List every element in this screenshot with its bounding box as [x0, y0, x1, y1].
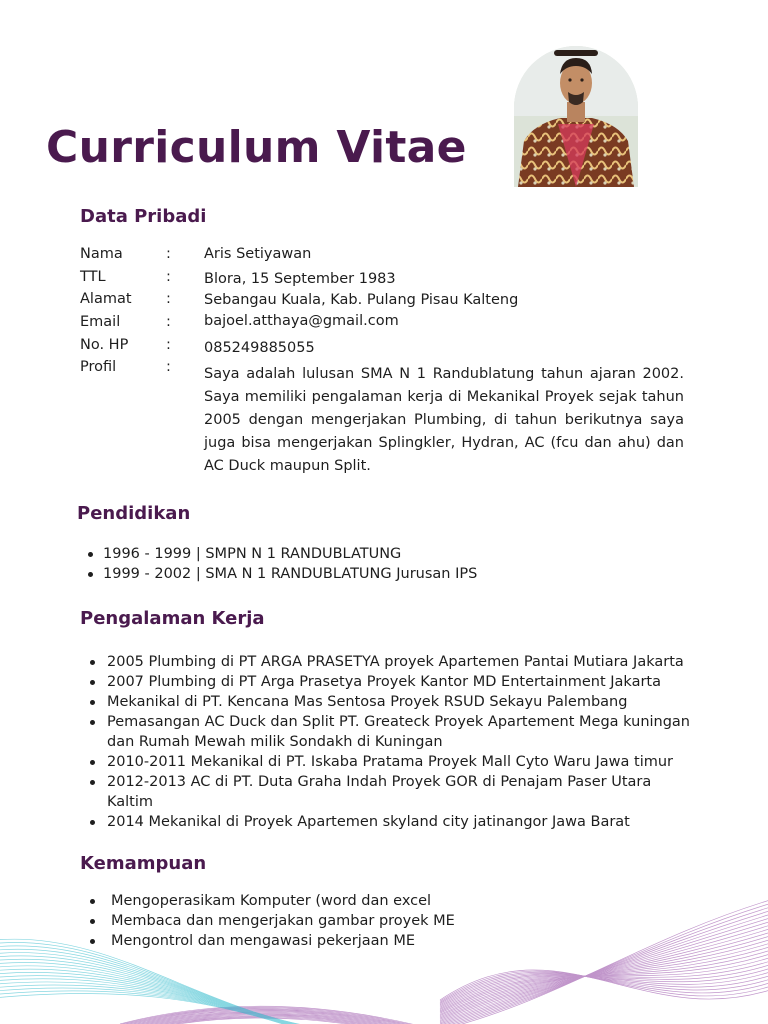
list-item: 2007 Plumbing di PT Arga Prasetya Proyek Kantor MD Entertainment Jakarta [88, 672, 690, 692]
separator: : [166, 314, 171, 330]
list-item: 2014 Mekanikal di Proyek Apartemen skyland city jatinangor Jawa Barat [88, 812, 690, 832]
list-item: Membaca dan mengerjakan gambar proyek ME [88, 911, 455, 931]
section-heading-personal: Data Pribadi [80, 206, 207, 227]
wave-line [440, 907, 768, 1024]
separator: : [166, 337, 171, 353]
skills-list [88, 891, 455, 951]
separator: : [166, 291, 171, 307]
label-address: Alamat [80, 291, 132, 307]
profile-photo [514, 46, 638, 187]
list-item: Mengoperasikam Komputer (word dan excel [88, 891, 455, 911]
separator: : [166, 246, 171, 262]
list-item: 1999 - 2002 | SMA N 1 RANDUBLATUNG Jurusan IPS [86, 564, 477, 584]
wave-line [440, 900, 768, 1024]
value-birth: Blora, 15 September 1983 [204, 271, 396, 287]
list-item: Mekanikal di PT. Kencana Mas Sentosa Proyek RSUD Sekayu Palembang [88, 692, 690, 712]
separator: : [166, 269, 171, 285]
separator: : [166, 359, 171, 375]
list-item: Mengontrol dan mengawasi pekerjaan ME [88, 931, 455, 951]
wave-line [0, 939, 320, 1024]
label-profile: Profil [80, 359, 117, 375]
section-heading-experience: Pengalaman Kerja [80, 608, 265, 629]
value-name: Aris Setiyawan [204, 246, 312, 262]
list-item: 2005 Plumbing di PT ARGA PRASETYA proyek Apartemen Pantai Mutiara Jakarta [88, 652, 690, 672]
value-profile: Saya adalah lulusan SMA N 1 Randublatung tahun ajaran 2002. Saya memiliki pengalaman kerja di Mekanikal Proyek sejak tahun 2005 dengan mengerjakan Plumbing, di tahun berikutnya saya juga bisa mengerjakan Splingkler, Hydran, AC (fcu dan ahu) dan AC Duck maupun Split. [204, 366, 684, 474]
experience-list [88, 652, 690, 832]
list-item: Pemasangan AC Duck dan Split PT. Greateck Proyek Apartement Mega kuningan dan Rumah Mewah milik Sondakh di Kuningan [88, 712, 690, 752]
section-heading-skills: Kemampuan [80, 853, 207, 874]
education-list [86, 544, 477, 584]
label-email: Email [80, 314, 121, 330]
page-title: Curriculum Vitae [46, 122, 467, 173]
list-item: 1996 - 1999 | SMPN N 1 RANDUBLATUNG [86, 544, 477, 564]
list-item: 2010-2011 Mekanikal di PT. Iskaba Pratama Proyek Mall Cyto Waru Jawa timur [88, 752, 690, 772]
label-name: Nama [80, 246, 123, 262]
section-heading-education: Pendidikan [77, 503, 191, 524]
value-address: Sebangau Kuala, Kab. Pulang Pisau Kalteng [204, 292, 519, 308]
list-item: 2012-2013 AC di PT. Duta Graha Indah Proyek GOR di Penajam Paser Utara Kaltim [88, 772, 690, 812]
label-birth: TTL [80, 269, 106, 285]
label-phone: No. HP [80, 337, 129, 353]
value-email: bajoel.atthaya@gmail.com [204, 313, 399, 329]
value-phone: 085249885055 [204, 340, 315, 356]
